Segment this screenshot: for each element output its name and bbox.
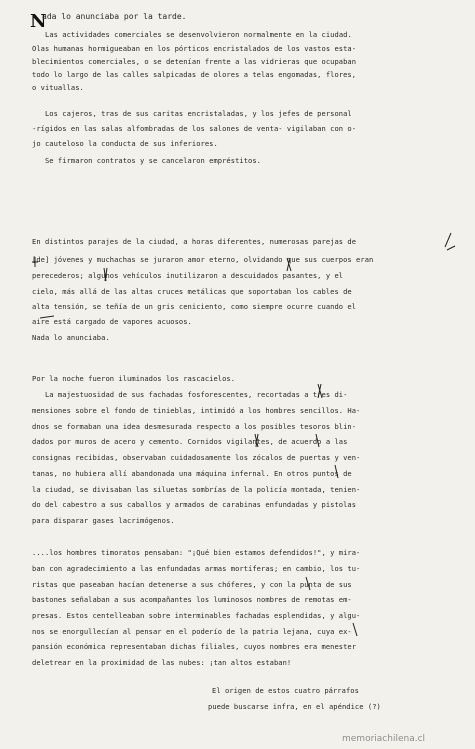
paragraph-line: Por la noche fueron iluminados los rascacielos. (32, 374, 236, 383)
watermark: memoriachilena.cl (342, 734, 426, 744)
paragraph-line: nos se enorgullecían al pensar en el poderío de la patria lejana, cuya ex- (32, 627, 352, 636)
paragraph-line: mensiones sobre el fondo de tinieblas, intimidó a los hombres sencillos. Ha- (32, 406, 361, 415)
paragraph-line: tanas, no hubiera allí abandonada una máquina infernal. En otros puntos de (32, 469, 352, 478)
paragraph-line: dnos se formaban una idea desmesurada respecto a los posibles tesoros blin- (32, 422, 357, 431)
paragraph-line: todo lo largo de las calles salpicadas de olores a telas engomadas, flores, (32, 70, 357, 79)
paragraph-line: jo cauteloso la conducta de sus inferiores. (32, 139, 218, 148)
paragraph-line: La majestuosidad de sus fachadas fosforescentes, recortadas a tres di- (32, 390, 348, 399)
paragraph-line: do del cabestro a sus caballos y armados de carabinas enfundadas y pistolas (32, 500, 357, 509)
paragraph-line: bastones señalaban a sus acompañantes los luminosos nombres de remotas em- (32, 595, 352, 604)
paragraph-line: la ciudad, se divisaban las siluetas sombrías de la policía montada, tenien- (32, 485, 361, 494)
paragraph-line: pansión económica representaban dichas filiales, cuyos nombres era menester (32, 642, 357, 651)
paragraph-line: deletrear en la proximidad de las nubes: ¡tan altos estaban! (32, 658, 292, 667)
paragraph-line: Las actividades comerciales se desenvolvieron normalmente en la ciudad. (45, 30, 352, 39)
paragraph-line: aire está cargado de vapores acuosos. (32, 317, 192, 326)
paragraph-line: Nada lo anunciaba. (32, 333, 110, 342)
paragraph-line: perecederos; algunos vehículos inutilizaron a descuidados pasantes, y el (32, 271, 344, 280)
paragraph-line: ristas que paseaban hacían detenerse a sus chóferes, y con la punta de sus (32, 580, 352, 589)
paragraph-line: blecimientos comerciales, o se detenían frente a las vidrieras que ocupaban (32, 57, 357, 66)
paragraph-line: ban con agradecimiento a las enfundadas armas mortíferas; en cambio, los tu- (32, 564, 361, 573)
paragraph-line: para disparar gases lacrimógenos. (32, 516, 175, 525)
paragraph-line: alta tensión, se teñía de un gris ceniciento, como siempre ocurre cuando el (32, 302, 357, 311)
paragraph-line: Se firmaron contratos y se cancelaron empréstitos. (32, 156, 262, 165)
paragraph-line: dados por muros de acero y cemento. Cornidos vigilantes, de acuerdo a las (32, 437, 348, 446)
footnote-line: El origen de estos cuatro párrafos (212, 686, 359, 695)
drop-initial-n: N (30, 11, 47, 32)
paragraph-line: presas. Estos centelleaban sobre interminables fachadas esplendidas, y algu- (32, 611, 361, 620)
paragraph-line: o vituallas. (32, 83, 84, 92)
paragraph-line: -rígidos en las salas alfombradas de los salones de venta- vigilaban con o- (32, 124, 357, 133)
paragraph-line: Olas humanas hormigueaban en los pórticos encristalados de los vastos esta- (32, 44, 357, 53)
footnote-line: puede buscarse infra, en el apéndice (?) (208, 702, 381, 711)
paragraph-line: [de] jóvenes y muchachas se juraron amor eterno, olvidando que sus cuerpos eran (32, 255, 374, 264)
page-title: ada lo anunciaba por la tarde. (42, 12, 187, 21)
paragraph-line: En distintos parajes de la ciudad, a horas diferentes, numerosas parejas de (32, 237, 357, 246)
paragraph-line: cielo, más allá de las altas cruces metálicas que soportaban los cables de (32, 287, 352, 296)
paragraph-line: consignas recibidas, observaban cuidadosamente los zócalos de puertas y ven- (32, 453, 361, 462)
paragraph-line: Los cajeros, tras de sus caritas encristaladas, y los jefes de personal (32, 109, 352, 118)
paragraph-line: ....los hombres timoratos pensaban: "¡Qué bien estamos defendidos!", y mira- (32, 548, 361, 557)
